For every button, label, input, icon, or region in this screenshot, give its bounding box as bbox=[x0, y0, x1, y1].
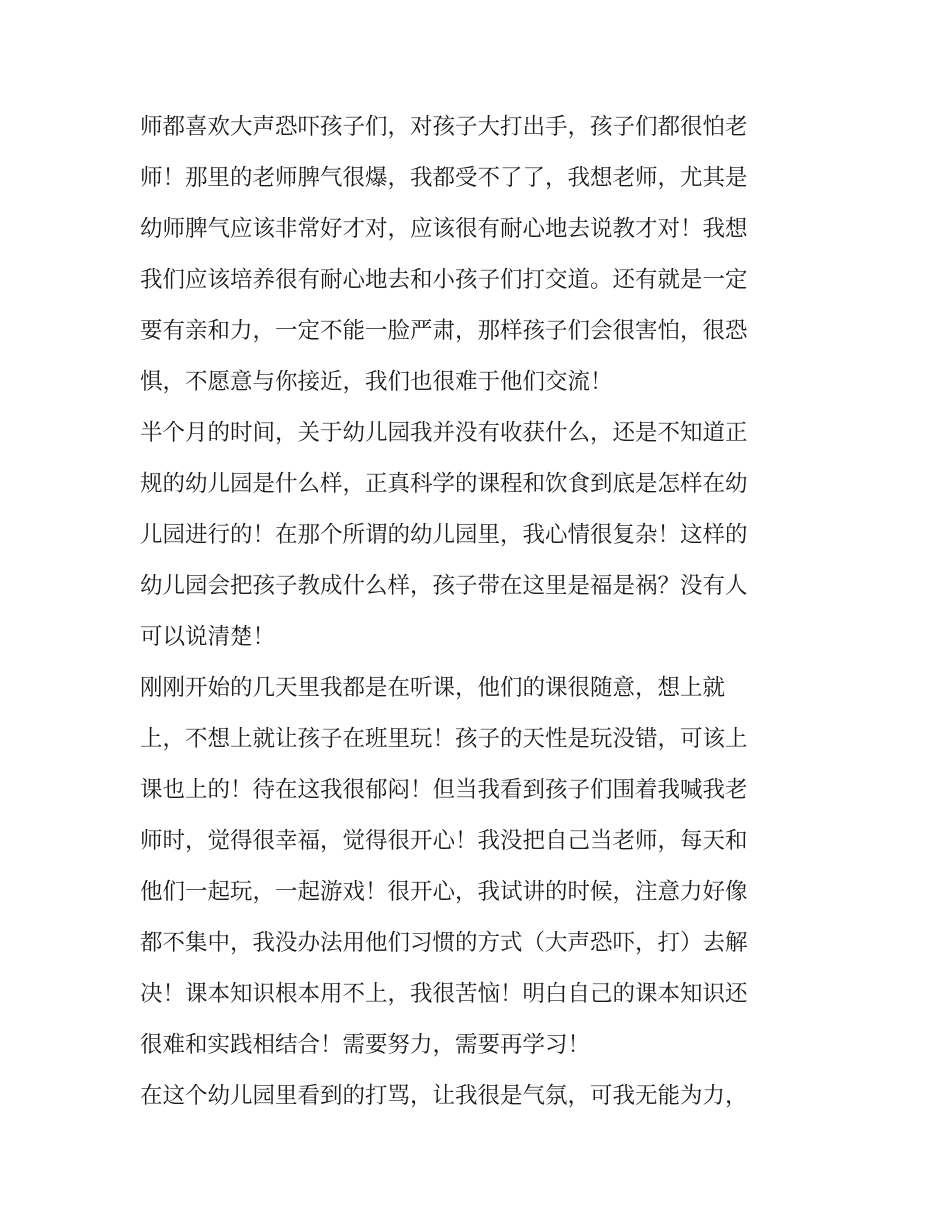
text-line: 幼师脾气应该非常好才对，应该很有耐心地去说教才对！我想 bbox=[140, 216, 748, 242]
body-text bbox=[140, 102, 820, 1122]
text-line: 上，不想上就让孩子在班里玩！孩子的天性是玩没错，可该上 bbox=[140, 726, 748, 752]
text-line: 师都喜欢大声恐吓孩子们，对孩子大打出手，孩子们都很怕老 bbox=[140, 114, 748, 140]
text-line: 儿园进行的！在那个所谓的幼儿园里，我心情很复杂！这样的 bbox=[140, 522, 748, 548]
text-line: 要有亲和力，一定不能一脸严肃，那样孩子们会很害怕，很恐 bbox=[140, 318, 748, 344]
text-line: 决！课本知识根本用不上，我很苦恼！明白自己的课本知识还 bbox=[140, 981, 748, 1007]
text-line: 师时，觉得很幸福，觉得很开心！我没把自己当老师，每天和 bbox=[140, 828, 748, 854]
text-line: 他们一起玩，一起游戏！很开心，我试讲的时候，注意力好像 bbox=[140, 879, 748, 905]
text-line: 半个月的时间，关于幼儿园我并没有收获什么，还是不知道正 bbox=[140, 420, 748, 446]
text-line: 在这个幼儿园里看到的打骂，让我很是气氛，可我无能为力， bbox=[140, 1083, 748, 1109]
text-line: 课也上的！待在这我很郁闷！但当我看到孩子们围着我喊我老 bbox=[140, 777, 748, 803]
text-line: 很难和实践相结合！需要努力，需要再学习！ bbox=[140, 1032, 591, 1058]
text-line: 幼儿园会把孩子教成什么样，孩子带在这里是福是祸？没有人 bbox=[140, 573, 748, 599]
text-line: 规的幼儿园是什么样，正真科学的课程和饮食到底是怎样在幼 bbox=[140, 471, 748, 497]
text-line: 我们应该培养很有耐心地去和小孩子们打交道。还有就是一定 bbox=[140, 267, 748, 293]
text-line: 都不集中，我没办法用他们习惯的方式（大声恐吓，打）去解 bbox=[140, 930, 748, 956]
text-line: 师！那里的老师脾气很爆，我都受不了了，我想老师，尤其是 bbox=[140, 165, 748, 191]
text-line: 可以说清楚！ bbox=[140, 624, 276, 650]
text-line: 惧，不愿意与你接近，我们也很难于他们交流！ bbox=[140, 369, 613, 395]
text-line: 刚刚开始的几天里我都是在听课，他们的课很随意，想上就 bbox=[140, 675, 726, 701]
